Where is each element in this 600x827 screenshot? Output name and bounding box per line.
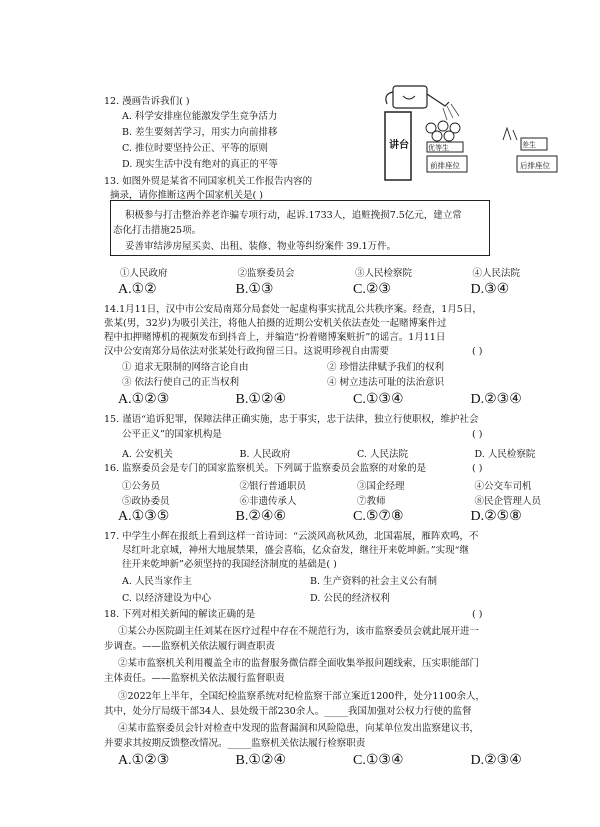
q13-box-line1: 积极参与打击整治养老诈骗专项行动，起诉.1733人，追赃挽损7.5亿元，建立常 bbox=[125, 210, 462, 221]
q17-line1: 17. 中学生小辉在报纸上看到这样一首诗词：“云淡风高秋风劲，北国霜展，雁阵欢鸣，不 bbox=[104, 531, 479, 542]
q13-answer-d: D.③④ bbox=[470, 282, 510, 297]
q13-stem-line1: 13. 如图外贸是某省不同国家机关工作报告内容的 bbox=[104, 176, 313, 187]
q13-box-line3: 妥善审结涉房屋买卖、出租、装修、物业等纠纷案件 39.1万件。 bbox=[125, 241, 397, 252]
q16-paren: ( ) bbox=[472, 463, 483, 474]
q13-answer-c: C.②③ bbox=[353, 282, 391, 297]
q17-option-d: D. 公民的经济权利 bbox=[310, 593, 390, 604]
q15-line2: 公平正义”的国家机构是 bbox=[122, 429, 222, 440]
q18-answer-a: A.①②③ bbox=[118, 753, 170, 768]
q18-item2-line1: ②某市监察机关利用覆盖全市的监督服务微信群全面收集举报问题线索，压实职能部门 bbox=[118, 658, 480, 669]
q16-statement-5: ⑤政协委员 bbox=[122, 496, 170, 507]
q15-option-b: B. 人民政府 bbox=[239, 449, 291, 460]
q13-stem-line2: 摘录，请你推断这两个国家机关是( ) bbox=[110, 190, 263, 201]
q14-statement-2: ② 珍惜法律赋予我们的权利 bbox=[327, 362, 445, 373]
q15-paren: ( ) bbox=[472, 429, 483, 440]
q13-excerpt-box bbox=[110, 200, 490, 256]
q14-statement-3: ③ 依法行使自己的正当权利 bbox=[122, 377, 240, 388]
q12-stem: 12. 漫画告诉我们( ) bbox=[104, 96, 190, 107]
q18-item1-line2: 步调查。——监察机关依法履行调查职责 bbox=[104, 641, 276, 652]
q16-answer-d: D.②⑤⑧ bbox=[470, 509, 522, 524]
q14-line1: 14.1月11日，汉中市公安局南郑分局套处一起虚构事实扰乱公共秩序案。经查，1月5日， bbox=[104, 304, 482, 315]
q17-option-a: A. 人民当家作主 bbox=[122, 576, 192, 587]
q17-option-c: C. 以经济建设为中心 bbox=[122, 593, 211, 604]
cartoon-label-front-seats: 前排座位 bbox=[430, 161, 460, 170]
q16-answer-c: C.⑤⑦⑧ bbox=[353, 509, 404, 524]
cartoon-label-good-student: 优等生 bbox=[428, 144, 449, 152]
q13-statement-2: ②监察委员会 bbox=[237, 268, 295, 279]
q12-option-d: D. 现实生活中没有绝对的真正的平等 bbox=[122, 159, 278, 170]
q16-statement-6: ⑥非遗传承人 bbox=[239, 496, 297, 507]
q16-statement-3: ③国企经理 bbox=[357, 481, 405, 492]
q14-line3: 程中扣押赌博机的视频发布到抖音上，并编造“扮着赌博案赃折”的谣言。1月11日 bbox=[104, 332, 446, 343]
q13-statement-3: ③人民检察院 bbox=[355, 268, 413, 279]
q16-statement-4: ④公交车司机 bbox=[474, 481, 532, 492]
q14-answer-b: B.①②④ bbox=[235, 392, 286, 407]
q13-statement-4: ④人民法院 bbox=[472, 268, 521, 279]
q14-line4: 汉中公安南郑分局依法对张某处行政拘留三日。这说明珍视自由需要 bbox=[104, 346, 390, 357]
q14-statement-4: ④ 树立违法可耻的法治意识 bbox=[327, 377, 445, 388]
q12-cartoon bbox=[381, 84, 559, 182]
q15-line1: 15. 谨语“追诉犯罪，保障法律正确实施，忠于事实，忠于法律，独立行使职权，维护社会 bbox=[104, 414, 479, 425]
q18-item3-line2: 其中，处分厅局级干部34人、县处级干部230余人。_____我国加强对公权力行使的监督 bbox=[104, 706, 472, 717]
q16-line1: 16. 监察委员会是专门的国家监察机关。下列属于监察委员会监察的对象的是 bbox=[104, 463, 427, 474]
q13-answer-b: B.①③ bbox=[235, 282, 274, 297]
q13-box-line2: 态化打击措施25项。 bbox=[113, 225, 202, 236]
q16-statement-2: ②银行普通职员 bbox=[239, 481, 307, 492]
q15-option-c: C. 人民法院 bbox=[357, 449, 408, 460]
q18-paren: ( ) bbox=[472, 609, 483, 620]
q18-answers bbox=[118, 752, 588, 769]
q14-answers bbox=[118, 391, 588, 408]
q13-statement-1: ①人民政府 bbox=[120, 268, 168, 279]
q13-statements bbox=[120, 265, 590, 279]
q18-answer-d: D.②③④ bbox=[470, 753, 522, 768]
q18-item3-line1: ③2022年上半年，全国纪检监察系统对纪检监察干部立案近1200件，处分1100余人， bbox=[118, 691, 486, 702]
q16-answer-a: A.①③⑤ bbox=[118, 509, 170, 524]
q12-option-a: A. 科学安排座位能激发学生竞争活力 bbox=[122, 111, 278, 122]
q13-answers bbox=[118, 281, 588, 298]
q18-answer-c: C.①③④ bbox=[353, 753, 404, 768]
cartoon-label-back-seats: 后排座位 bbox=[520, 161, 550, 170]
q15-option-d: D. 人民检察院 bbox=[474, 449, 536, 460]
q18-item4-line1: ④某市监察委员会针对检查中发现的监督漏洞和风险隐患，向某单位发出监察建议书， bbox=[118, 723, 480, 734]
q17-option-b: B. 生产资料的社会主义公有制 bbox=[310, 576, 438, 587]
q12-option-c: C. 推位时要坚持公正、平等的原则 bbox=[122, 143, 268, 154]
q18-line1: 18. 下列对相关新闻的解读正确的是 bbox=[104, 609, 256, 620]
q18-item1-line1: ①某公办医院副主任刘某在医疗过程中存在不规范行为，该市监察委员会就此展开进一 bbox=[118, 626, 480, 637]
q16-statement-7: ⑦教师 bbox=[357, 496, 386, 507]
q14-paren: ( ) bbox=[472, 346, 483, 357]
q18-item4-line2: 并要求其按期反馈整改情况。_____监察机关依法履行检察职责 bbox=[104, 738, 366, 749]
q14-statement-1: ① 追求无限制的网络言论自由 bbox=[122, 362, 249, 373]
q16-statement-1: ①公务员 bbox=[122, 481, 161, 492]
q16-answers bbox=[118, 508, 588, 525]
q13-answer-a: A.①② bbox=[118, 282, 157, 297]
q14-answer-d: D.②③④ bbox=[470, 392, 522, 407]
q14-answer-a: A.①②③ bbox=[118, 392, 170, 407]
q16-statements-row1 bbox=[122, 478, 592, 492]
q17-line2: 尽红叶北京城，神州大地展禁果，盛会喜临，亿众奋发，继往开来乾坤新。”实现“继 bbox=[122, 545, 469, 556]
cartoon-label-poor-student: 差生 bbox=[522, 141, 536, 149]
q18-answer-b: B.①②④ bbox=[235, 753, 286, 768]
q14-answer-c: C.①③④ bbox=[353, 392, 404, 407]
q15-option-a: A. 公安机关 bbox=[122, 449, 173, 460]
q14-line2: 张某(男，32岁)为吸引关注，将他人拍摄的近期公安机关依法查处一起赌博案件过 bbox=[104, 318, 447, 329]
q12-option-b: B. 差生要刻苦学习，用实力向前排移 bbox=[122, 127, 278, 138]
q16-answer-b: B.②④⑥ bbox=[235, 509, 286, 524]
q18-item2-line2: 主体责任。——监察机关依法履行监督职责 bbox=[104, 673, 285, 684]
q16-statements-row2 bbox=[122, 493, 592, 507]
q16-statement-8: ⑧民企管理人员 bbox=[474, 496, 542, 507]
cartoon-label-podium: 讲台 bbox=[389, 140, 409, 151]
q17-line3: 往开来乾坤新”必须坚持的我国经济制度的基础是( ) bbox=[122, 559, 337, 570]
q15-options bbox=[122, 446, 592, 460]
